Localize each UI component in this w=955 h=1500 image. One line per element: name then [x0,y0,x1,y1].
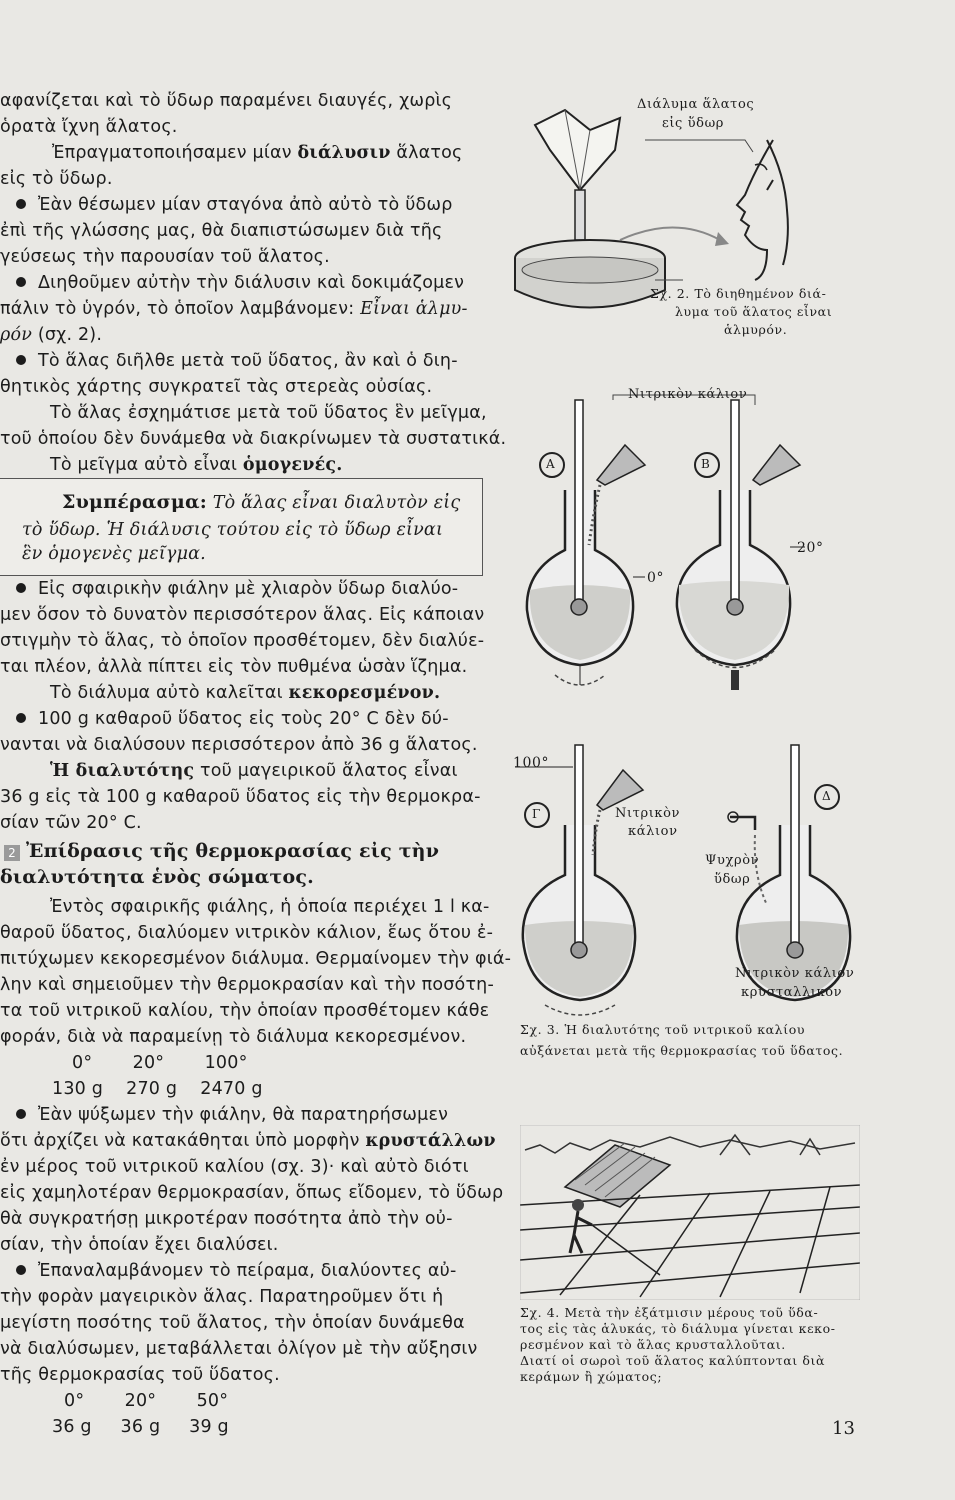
text-line: εἰς χαμηλοτέραν θερμοκρασίαν, ὅπως εἴδομεν, τὸ ὕδωρ [0,1183,504,1203]
fig4-caption: Σχ. 4. Μετὰ τὴν ἐξάτμισιν μέρους τοῦ ὕδα- [520,1305,819,1320]
flask-a [527,400,645,665]
fig3-caption: αὐξάνεται μετὰ τῆς θερμοκρασίας τοῦ ὕδατος. [520,1043,844,1058]
text-line: θὰ συγκρατήσῃ μικροτέραν ποσότητα ἀπὸ τὴν οὐ- [0,1209,453,1229]
data-row-masses-2: 36 g 36 g 39 g [52,1417,229,1437]
fig3-label-kno3-g: κάλιον [628,824,678,839]
text-line: ται πλέον, ἀλλὰ πίπτει εἰς τὸν πυθμένα ὡσὰν ἵζημα. [0,657,468,677]
text-line: σίαν τῶν 20° C. [0,813,142,833]
text-line: Τὸ μεῖγμα αὐτὸ εἶναι ὁμογενές. [50,455,343,475]
flask-g-letter: Γ [532,807,541,821]
fig3-label-kno3-g: Νιτρικὸν [615,806,681,821]
text-line: λην καὶ σημειοῦμεν τὴν θερμοκρασίαν καὶ τὴν ποσότη- [0,975,494,995]
funnel-stem [575,190,585,240]
text-line: Ἐπαναλαμβάνομεν τὸ πείραμα, διαλύοντες αὐ- [16,1260,456,1282]
text-line: μεν ὅσον τὸ δυνατὸν περισσότερον ἅλας. Εἰς κάποιαν [0,605,485,625]
section-number: 2 [4,845,20,861]
conclusion-line: τὸ ὕδωρ. Ἡ διάλυσις τούτου εἰς τὸ ὕδωρ εἶναι [22,520,444,540]
conclusion-box [0,478,483,576]
text-line: νὰ διαλύσωμεν, μεταβάλλεται ὀλίγον μὲ τὴν αὔξησιν [0,1339,478,1359]
text-line: εἰς τὸ ὕδωρ. [0,169,113,189]
text-line: θαροῦ ὕδατος, διαλύομεν νιτρικὸν κάλιον, ἕως ὅτου ἐ- [0,923,494,943]
text-line: Ἐπραγματοποιήσαμεν μίαν διάλυσιν ἅλατος [52,143,463,163]
bullet-icon [16,1265,26,1275]
figure-4-salt-pans-drawing [520,1125,860,1300]
term-dialysis: διάλυσιν [297,143,391,163]
fig3-label-cold-water: Ψυχρὸν [705,853,760,868]
data-row-masses: 130 g 270 g 2470 g [52,1079,263,1099]
text-line: ἐπὶ τῆς γλώσσης μας, θὰ διαπιστώσωμεν διὰ τῆς [0,221,443,241]
text-line: μεγίστη ποσότης τοῦ ἅλατος, τὴν ὁποίαν δυνάμεθα [0,1313,465,1333]
bullet-icon [16,277,26,287]
text-line: στιγμὴν τὸ ἅλας, τὸ ὁποῖον προσθέτομεν, δὲν διαλύε- [0,631,485,651]
conclusion-line: Συμπέρασμα: Τὸ ἅλας εἶναι διαλυτὸν εἰς [62,491,461,513]
bullet-icon [16,355,26,365]
text-line: Ἐὰν θέσωμεν μίαν σταγόνα ἀπὸ αὐτὸ τὸ ὕδωρ [16,194,453,216]
text-line: τῆς θερμοκρασίας τοῦ ὕδατος. [0,1365,280,1385]
text-line: 100 g καθαροῦ ὕδατος εἰς τοὺς 20° C δὲν δύ- [16,708,449,730]
text-line: ρόν (σχ. 2). [0,325,103,345]
fig3-label-kno3: Νιτρικὸν κάλιον [628,387,748,402]
data-row-temperatures-2: 0° 20° 50° [64,1391,229,1411]
bullet-icon [16,199,26,209]
text-line: Εἰς σφαιρικὴν φιάλην μὲ χλιαρὸν ὕδωρ διαλύο- [16,578,458,600]
section-heading: διαλυτότητα ἑνὸς σώματος. [0,866,314,888]
text-line: Τὸ ἅλας διῆλθε μετὰ τοῦ ὕδατος, ἂν καὶ ὁ διη- [16,350,458,372]
text-line: 36 g εἰς τὰ 100 g καθαροῦ ὕδατος εἰς τὴν θερμοκρα- [0,787,481,807]
flask-b-letter: Β [701,457,711,471]
bullet-icon [16,1109,26,1119]
fig3-label-crystalline: Νιτρικὸν κάλιον [735,966,855,981]
text-line: πάλιν τὸ ὑγρόν, τὸ ὁποῖον λαμβάνομεν: Εἶναι ἁλμυ- [0,299,468,319]
text-line: Ἐὰν ψύξωμεν τὴν φιάλην, θὰ παρατηρήσωμεν [16,1104,448,1126]
flask-d-letter: Δ [822,789,832,803]
fig2-caption: λυμα τοῦ ἅλατος εἶναι [675,304,833,319]
text-line: Ἡ διαλυτότης τοῦ μαγειρικοῦ ἅλατος εἶναι [50,761,458,781]
flask-a-letter: Α [546,457,556,471]
temp-label-100: 100° [513,755,550,771]
fig3-label-cold-water: ὕδωρ [714,872,751,887]
fig2-label-top: Διάλυμα ἅλατος [637,97,755,112]
section-heading: 2 Ἐπίδρασις τῆς θερμοκρασίας εἰς τὴν [4,840,439,863]
fig3-label-crystalline: κρυσταλλικόν [741,985,843,1000]
arrow-to-mouth [620,228,720,241]
page-number: 13 [832,1418,855,1439]
conclusion-line: ἓν ὁμογενὲς μεῖγμα. [22,544,206,564]
text-line: Διηθοῦμεν αὐτὴν τὴν διάλυσιν καὶ δοκιμάζομεν [16,272,464,294]
fig4-caption: Διατί οἱ σωροὶ τοῦ ἅλατος καλύπτονται διὰ [520,1353,825,1368]
worker-figure [570,1199,660,1275]
text-line: νανται νὰ διαλύσουν περισσότερον ἀπὸ 36 g ἅλατος. [0,735,478,755]
text-line: Τὸ ἅλας ἐσχημάτισε μετὰ τοῦ ὕδατος ἓν μεῖγμα, [50,403,487,423]
text-line: ἐν μέρος τοῦ νιτρικοῦ καλίου (σχ. 3)· καὶ αὐτὸ διότι [0,1157,469,1177]
text-line: γεύσεως τὴν παρουσίαν τοῦ ἅλατος. [0,247,330,267]
fig2-label-top: εἰς ὕδωρ [662,116,725,131]
text-line: τα τοῦ νιτρικοῦ καλίου, τὴν ὁποίαν προσθέτομεν κάθε [0,1001,490,1021]
data-row-temperatures: 0° 20° 100° [72,1053,248,1073]
fig2-caption: Σχ. 2. Τὸ διηθημένον διά- [650,286,827,301]
text-line: ὅτι ἀρχίζει νὰ κατακάθηται ὑπὸ μορφὴν κρυστάλλων [0,1131,496,1151]
fig2-caption: ἁλμυρόν. [724,322,788,337]
text-line: θητικὸς χάρτης συγκρατεῖ τὰς στερεὰς οὐσίας. [0,377,433,397]
fig3-caption: Σχ. 3. Ἡ διαλυτότης τοῦ νιτρικοῦ καλίου [520,1022,806,1037]
text-line: τὴν φορὰν μαγειρικὸν ἅλας. Παρατηροῦμεν ὅτι ἡ [0,1287,444,1307]
salt-pan-grid [520,1185,860,1297]
bullet-icon [16,583,26,593]
text-line: τοῦ ὁποίου δὲν δυνάμεθα νὰ διακρίνωμεν τὰ συστατικά. [0,429,507,449]
figure-3-drawing [505,385,945,1025]
flask-g [515,745,643,1015]
text-line: φοράν, διὰ νὰ παραμείνῃ τὸ διάλυμα κεκορεσμένον. [0,1027,467,1047]
text-line: ὁρατὰ ἴχνη ἅλατος. [0,117,178,137]
text-line: πιτύχωμεν κεκορεσμένον διάλυμα. Θερμαίνομεν τὴν φιά- [0,949,512,969]
bullet-icon [16,713,26,723]
temp-label-0: 0° [647,570,665,586]
text-line: αφανίζεται καὶ τὸ ὕδωρ παραμένει διαυγές, χωρὶς [0,91,453,111]
fig4-caption: κεράμων ἢ χώματος; [520,1369,663,1384]
temp-label-20: 20° [797,540,824,556]
flask-b [677,400,800,690]
fig4-caption: ρεσμένον καὶ τὸ ἅλας κρυσταλλοῦται. [520,1337,786,1352]
text-line: Ἐντὸς σφαιρικῆς φιάλης, ἡ ὁποία περιέχει 1 l κα- [50,897,490,917]
face-profile [737,140,773,280]
fig4-caption: τος εἰς τὰς ἁλυκάς, τὸ διάλυμα γίνεται κεκο- [520,1321,836,1336]
text-line: Τὸ διάλυμα αὐτὸ καλεῖται κεκορεσμένον. [50,683,441,703]
text-line: σίαν, τὴν ὁποίαν ἔχει διαλύσει. [0,1235,279,1255]
